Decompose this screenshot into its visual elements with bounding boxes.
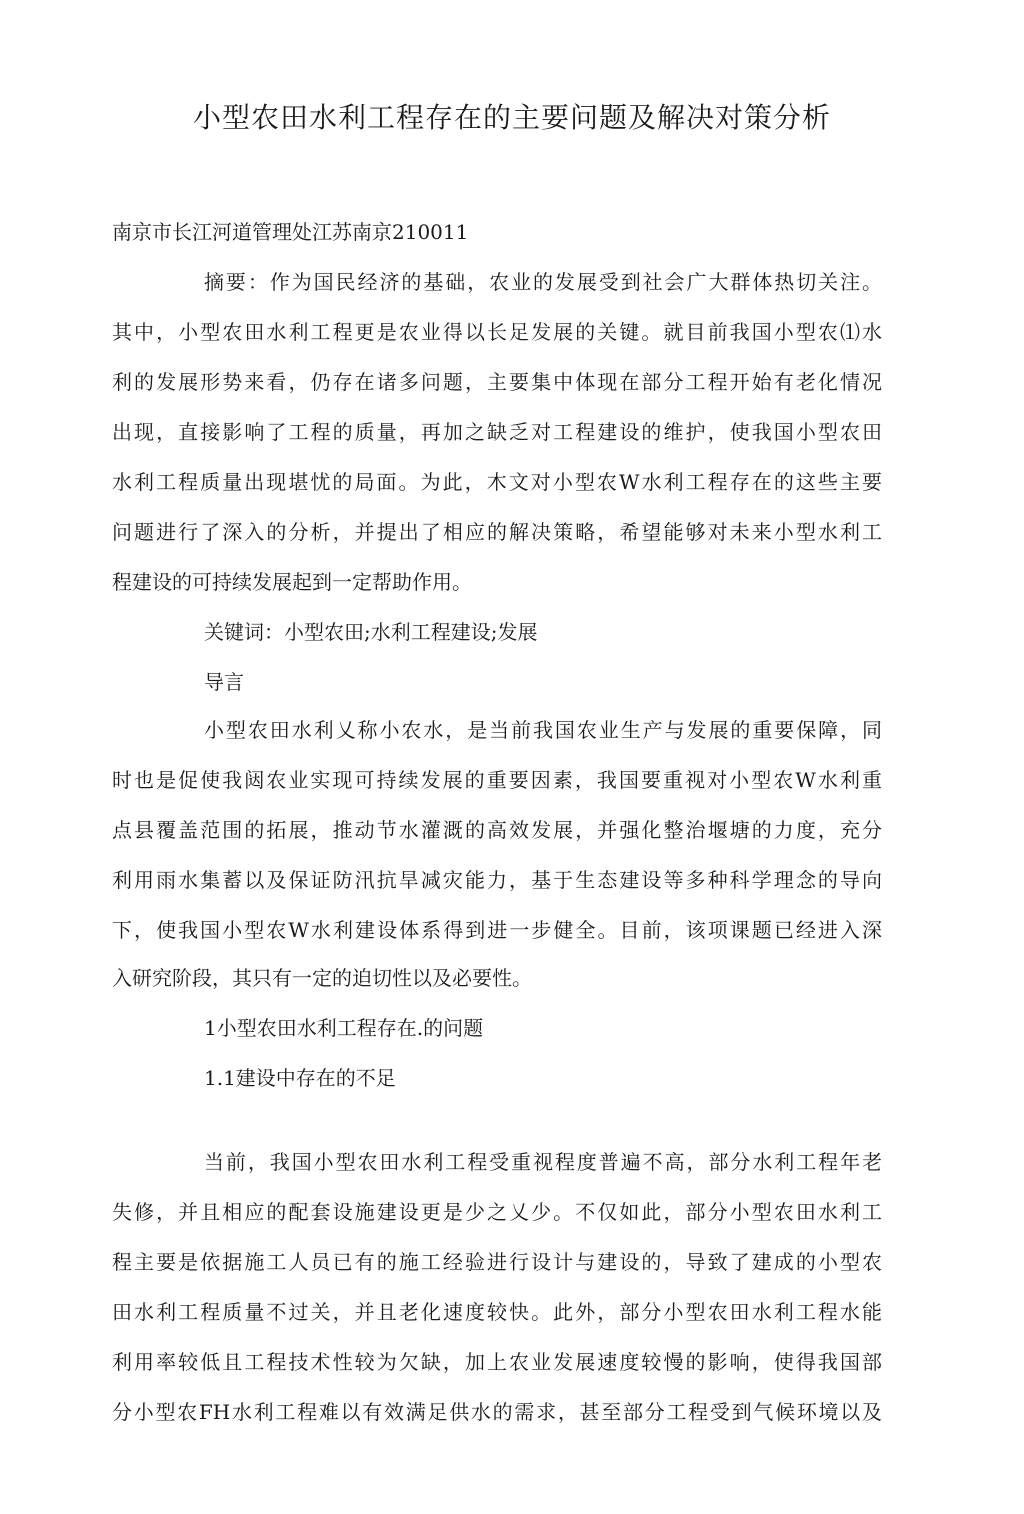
abstract-line-3: 利的发展形势来看，仍存在诸多问题，主要集中体现在部分工程开始有老化情况 <box>112 370 882 394</box>
section-1-1-heading: 1.1建设中存在的不足 <box>204 1066 396 1090</box>
abstract-line-4: 出现，直接影响了工程的质量，再加之缺乏对工程建设的维护，使我国小型农田 <box>112 420 882 444</box>
section-1-1-line-3: 程主要是依据施工人员已有的施工经验进行设计与建设的，导致了建成的小型农 <box>112 1250 882 1274</box>
abstract-line-5: 水利工程质量出现堪忧的局面。为此，木文对小型农W水利工程存在的这些主要 <box>112 470 882 494</box>
intro-line-1: 小型农田水利乂称小农水，是当前我国农业生产与发展的重要保障，同 <box>204 718 882 742</box>
abstract-line-6: 问题进行了深入的分析，并提出了相应的解决策略，希望能够对未来小型水利工 <box>112 520 882 544</box>
section-1-1-line-1: 当前，我国小型农田水利工程受重视程度普遍不高，部分水利工程年老 <box>204 1150 882 1174</box>
section-1-1-line-5: 利用率较低且工程技术性较为欠缺，加上农业发展速度较慢的影响，使得我国部 <box>112 1350 882 1374</box>
abstract-line-1: 摘要：作为国民经济的基础，农业的发展受到社会广大群体热切关注。 <box>204 270 882 294</box>
intro-heading: 导言 <box>204 670 244 694</box>
intro-line-3: 点县覆盖范围的拓展，推动节水灌溉的高效发展，并强化整治堰塘的力度，充分 <box>112 818 882 842</box>
intro-line-2: 时也是促使我闼农业实现可持续发展的重要因素，我国要重视对小型农W水利重 <box>112 768 882 792</box>
section-1-1-line-6: 分小型农FH水利工程难以有效满足供水的需求，甚至部分工程受到气候环境以及 <box>112 1400 882 1424</box>
intro-line-6: 入研究阶段，其只有一定的迫切性以及必要性。 <box>112 966 532 990</box>
section-1-1-line-2: 失修，并且相应的配套设施建设更是少之乂少。不仅如此，部分小型农田水利工 <box>112 1200 882 1224</box>
intro-line-5: 下，使我国小型农W水利建设体系得到进一步健全。目前，该项课题已经进入深 <box>112 918 882 942</box>
intro-line-4: 利用雨水集蓄以及保证防汛抗旱减灾能力，基于生态建设等多种科学理念的导向 <box>112 868 882 892</box>
abstract-line-2: 其中，小型农田水利工程更是农业得以长足发展的关键。就目前我国小型农⑴水 <box>112 320 882 344</box>
document-title: 小型农田水利工程存在的主要问题及解决对策分析 <box>192 101 831 134</box>
abstract-line-7: 程建设的可持续发展起到一定帮助作用。 <box>112 570 472 594</box>
keywords: 关键词：小型农田;水利工程建设;发展 <box>204 620 538 644</box>
author-affiliation: 南京市长江河道管理处江苏南京210011 <box>112 220 469 244</box>
section-1-1-line-4: 田水利工程质量不过关，并且老化速度较快。此外，部分小型农田水利工程水能 <box>112 1300 882 1324</box>
section-1-heading: 1小型农田水利工程存在.的问题 <box>204 1016 484 1040</box>
